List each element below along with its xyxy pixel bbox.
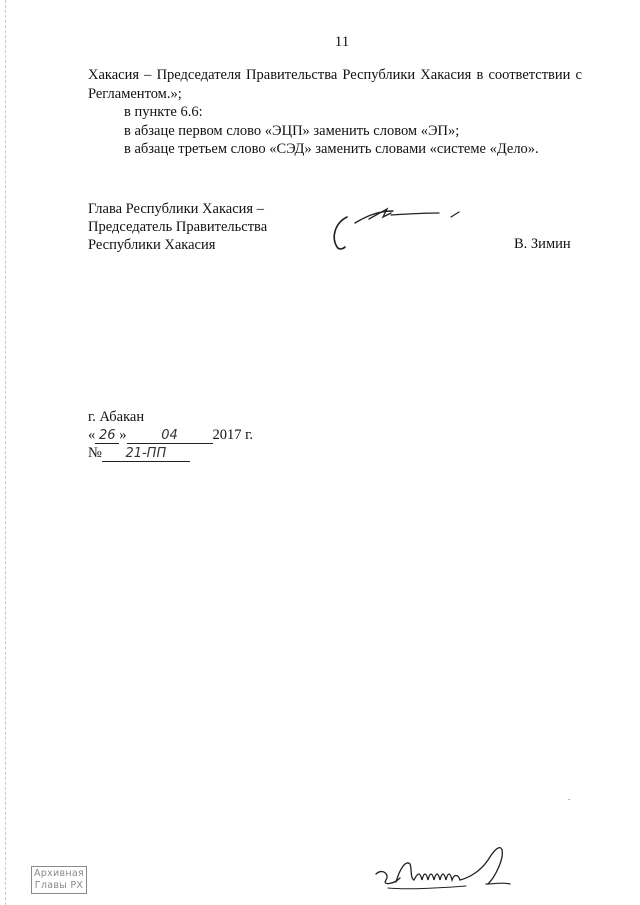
initials-signature: [370, 838, 530, 898]
date-year: 2017 г.: [212, 427, 254, 443]
signer-title-line-3: Республики Хакасия: [88, 237, 216, 253]
body-line-3: в пункте 6.6:: [124, 104, 203, 120]
signer-title-line-1: Глава Республики Хакасия –: [88, 201, 264, 217]
number-line: [88, 444, 253, 462]
body-line-5: в абзаце третьем слово «СЭД» заменить словами «системе «Дело».: [124, 141, 539, 157]
stamp-line-1: Архивная: [33, 868, 85, 879]
place-and-date: [88, 408, 253, 462]
page-number: 11: [334, 34, 350, 50]
date-day: 26: [95, 428, 119, 444]
signer-title-line-2: Председатель Правительства: [88, 219, 268, 235]
city-label: г. Абакан: [88, 409, 145, 425]
signer-title: [88, 200, 267, 254]
body-line-4: в абзаце первом слово «ЭЦП» заменить словом «ЭП»;: [124, 122, 460, 139]
body-line-1: Хакасия – Председателя Правительства Республики Хакасия в соответствии с: [88, 67, 582, 83]
number-prefix: №: [88, 445, 102, 461]
stamp-line-2: Главы РХ: [34, 880, 84, 891]
date-close-quote: »: [119, 427, 127, 443]
date-line: [88, 426, 253, 444]
archive-stamp: [31, 866, 87, 894]
date-open-quote: «: [88, 427, 96, 443]
margin-mark: .: [568, 792, 571, 802]
document-number: 21-ПП: [102, 446, 190, 462]
body-line-2: Регламентом.»;: [88, 85, 182, 102]
signer-name: В. Зимин: [514, 236, 571, 252]
date-month: 04: [127, 428, 213, 444]
handwritten-signature: [325, 203, 475, 258]
body-text: [88, 66, 582, 159]
scan-edge-line: [5, 0, 7, 905]
